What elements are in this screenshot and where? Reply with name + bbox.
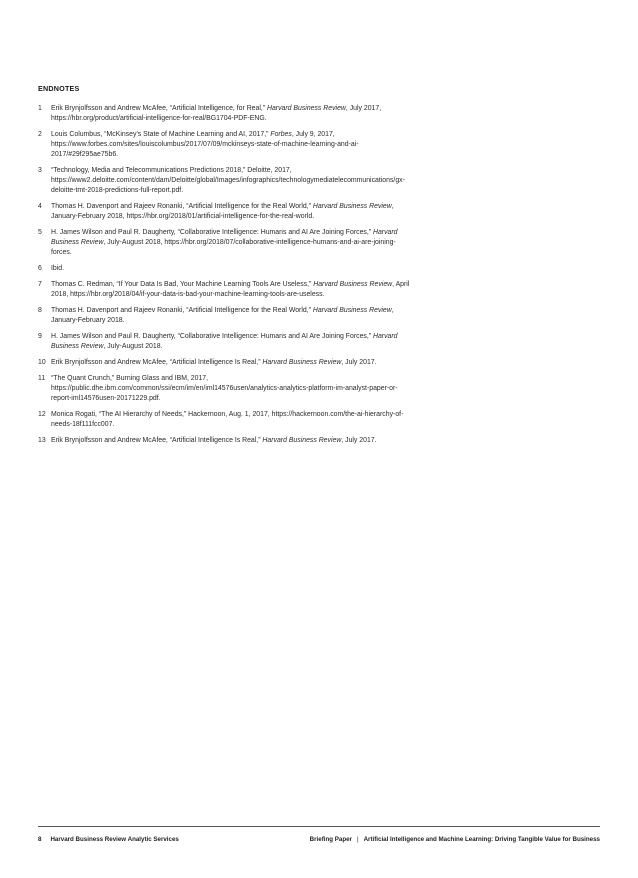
publication-title: Forbes	[270, 131, 292, 138]
endnote-number: 8	[38, 307, 42, 314]
citation-text: Erik Brynjolfsson and Andrew McAfee, “Artificial Intelligence, for Real,”	[51, 105, 267, 112]
endnote-item	[38, 166, 410, 196]
endnotes-section	[38, 84, 410, 452]
page-number: 8	[38, 836, 42, 843]
endnote-item	[38, 332, 410, 352]
endnote-text	[51, 358, 410, 368]
citation-text: Thomas H. Davenport and Rajeev Ronanki, “Artificial Intelligence for the Real World,”	[51, 203, 313, 210]
endnote-text	[51, 436, 410, 446]
endnote-item	[38, 280, 410, 300]
endnote-item	[38, 104, 410, 124]
endnote-text	[51, 374, 410, 404]
citation-text: , July 2017.	[341, 437, 377, 444]
endnote-text	[51, 280, 410, 300]
endnote-number: 4	[38, 203, 42, 210]
endnote-item	[38, 374, 410, 404]
endnote-number: 7	[38, 281, 42, 288]
endnote-text	[51, 104, 410, 124]
endnote-item	[38, 202, 410, 222]
endnote-number: 12	[38, 411, 46, 418]
publication-title: Harvard Business Review	[51, 229, 398, 246]
endnote-item	[38, 130, 410, 160]
citation-text: “The Quant Crunch,” Burning Glass and IBM, 2017, https://public.dhe.ibm.com/common/ssi/ecm/im/en/iml14576usen/analytics-analytics-platform-im-analyst-paper-or-report-iml14576usen-20171229.pdf.	[51, 375, 398, 402]
endnote-text	[51, 306, 410, 326]
publication-title: Harvard Business Review	[51, 333, 398, 350]
publisher-name: Harvard Business Review Analytic Services	[50, 836, 179, 843]
endnote-number: 9	[38, 333, 42, 340]
endnote-text	[51, 166, 410, 196]
endnote-number: 13	[38, 437, 46, 444]
publication-title: Harvard Business Review	[267, 105, 346, 112]
citation-text: H. James Wilson and Paul R. Daugherty, “Collaborative Intelligence: Humans and AI Are Joining Forces,”	[51, 229, 373, 236]
endnote-item	[38, 228, 410, 258]
citation-text: Thomas C. Redman, “If Your Data Is Bad, Your Machine Learning Tools Are Useless,”	[51, 281, 314, 288]
citation-text: “Technology, Media and Telecommunications Predictions 2018,” Deloitte, 2017, https://www2.deloitte.com/content/dam/Deloitte/global/Images/infographics/technologymediatelecommunications/gx-deloitte-tmt-2018-predictions-full-report.pdf.	[51, 167, 405, 194]
endnote-text	[51, 264, 410, 274]
citation-text: Erik Brynjolfsson and Andrew McAfee, “Artificial Intelligence Is Real,”	[51, 359, 263, 366]
endnote-text	[51, 202, 410, 222]
endnotes-heading: ENDNOTES	[38, 84, 80, 93]
citation-text: , July 2017, https://hbr.org/product/artificial-intelligence-for-real/BG1704-PDF-ENG.	[51, 105, 382, 122]
endnote-item	[38, 436, 410, 446]
citation-text: Louis Columbus, “McKinsey’s State of Machine Learning and AI, 2017,”	[51, 131, 271, 138]
publication-title: Harvard Business Review	[312, 307, 392, 314]
document-title: Artificial Intelligence and Machine Learning: Driving Tangible Value for Business	[363, 836, 600, 843]
endnote-text	[51, 228, 410, 258]
citation-text: Ibid.	[51, 265, 65, 272]
publication-title: Harvard Business Review	[262, 359, 342, 366]
endnote-text	[51, 410, 410, 430]
citation-text: , July 9, 2017, https://www.forbes.com/sites/louiscolumbus/2017/07/09/mckinseys-state-of-machine-learning-and-ai-2017/#29f295ae75b6.	[51, 131, 359, 158]
endnote-item	[38, 264, 410, 274]
citation-text: , January-February 2018.	[51, 307, 394, 324]
endnote-number: 1	[38, 105, 42, 112]
citation-text: , July-August 2018.	[103, 343, 163, 350]
citation-text: , April 2018, https://hbr.org/2018/04/if-your-data-is-bad-your-machine-learning-tools-are-useless.	[51, 281, 410, 298]
footer-left	[38, 836, 179, 843]
citation-text: Monica Rogati, “The AI Hierarchy of Needs,” Hackernoon, Aug. 1, 2017, https://hackernoon.com/the-ai-hierarchy-of-needs-18f111fcc007.	[51, 411, 404, 428]
endnote-item	[38, 410, 410, 430]
endnote-number: 3	[38, 167, 42, 174]
citation-text: , January-February 2018, https://hbr.org/2018/01/artificial-intelligence-for-the-real-world.	[51, 203, 394, 220]
footer-right	[310, 836, 600, 843]
footer-separator: |	[356, 836, 359, 843]
footer-divider	[38, 826, 600, 827]
citation-text: , July 2017.	[341, 359, 377, 366]
publication-title: Harvard Business Review	[262, 437, 342, 444]
endnote-number: 6	[38, 265, 42, 272]
page-footer	[38, 836, 600, 843]
citation-text: , July-August 2018, https://hbr.org/2018/07/collaborative-intelligence-humans-and-ai-are-joining-forces.	[51, 239, 396, 256]
endnote-text	[51, 130, 410, 160]
endnote-text	[51, 332, 410, 352]
endnote-number: 2	[38, 131, 42, 138]
endnote-number: 10	[38, 359, 46, 366]
endnote-item	[38, 358, 410, 368]
citation-text: Thomas H. Davenport and Rajeev Ronanki, “Artificial Intelligence for the Real World,”	[51, 307, 313, 314]
document-type: Briefing Paper	[309, 836, 352, 843]
citation-text: Erik Brynjolfsson and Andrew McAfee, “Artificial Intelligence Is Real,”	[51, 437, 263, 444]
endnotes-list	[38, 104, 410, 446]
publication-title: Harvard Business Review	[313, 281, 393, 288]
publication-title: Harvard Business Review	[312, 203, 392, 210]
citation-text: H. James Wilson and Paul R. Daugherty, “Collaborative Intelligence: Humans and AI Are Joining Forces,”	[51, 333, 373, 340]
endnote-number: 5	[38, 229, 42, 236]
endnote-number: 11	[38, 375, 46, 382]
endnote-item	[38, 306, 410, 326]
